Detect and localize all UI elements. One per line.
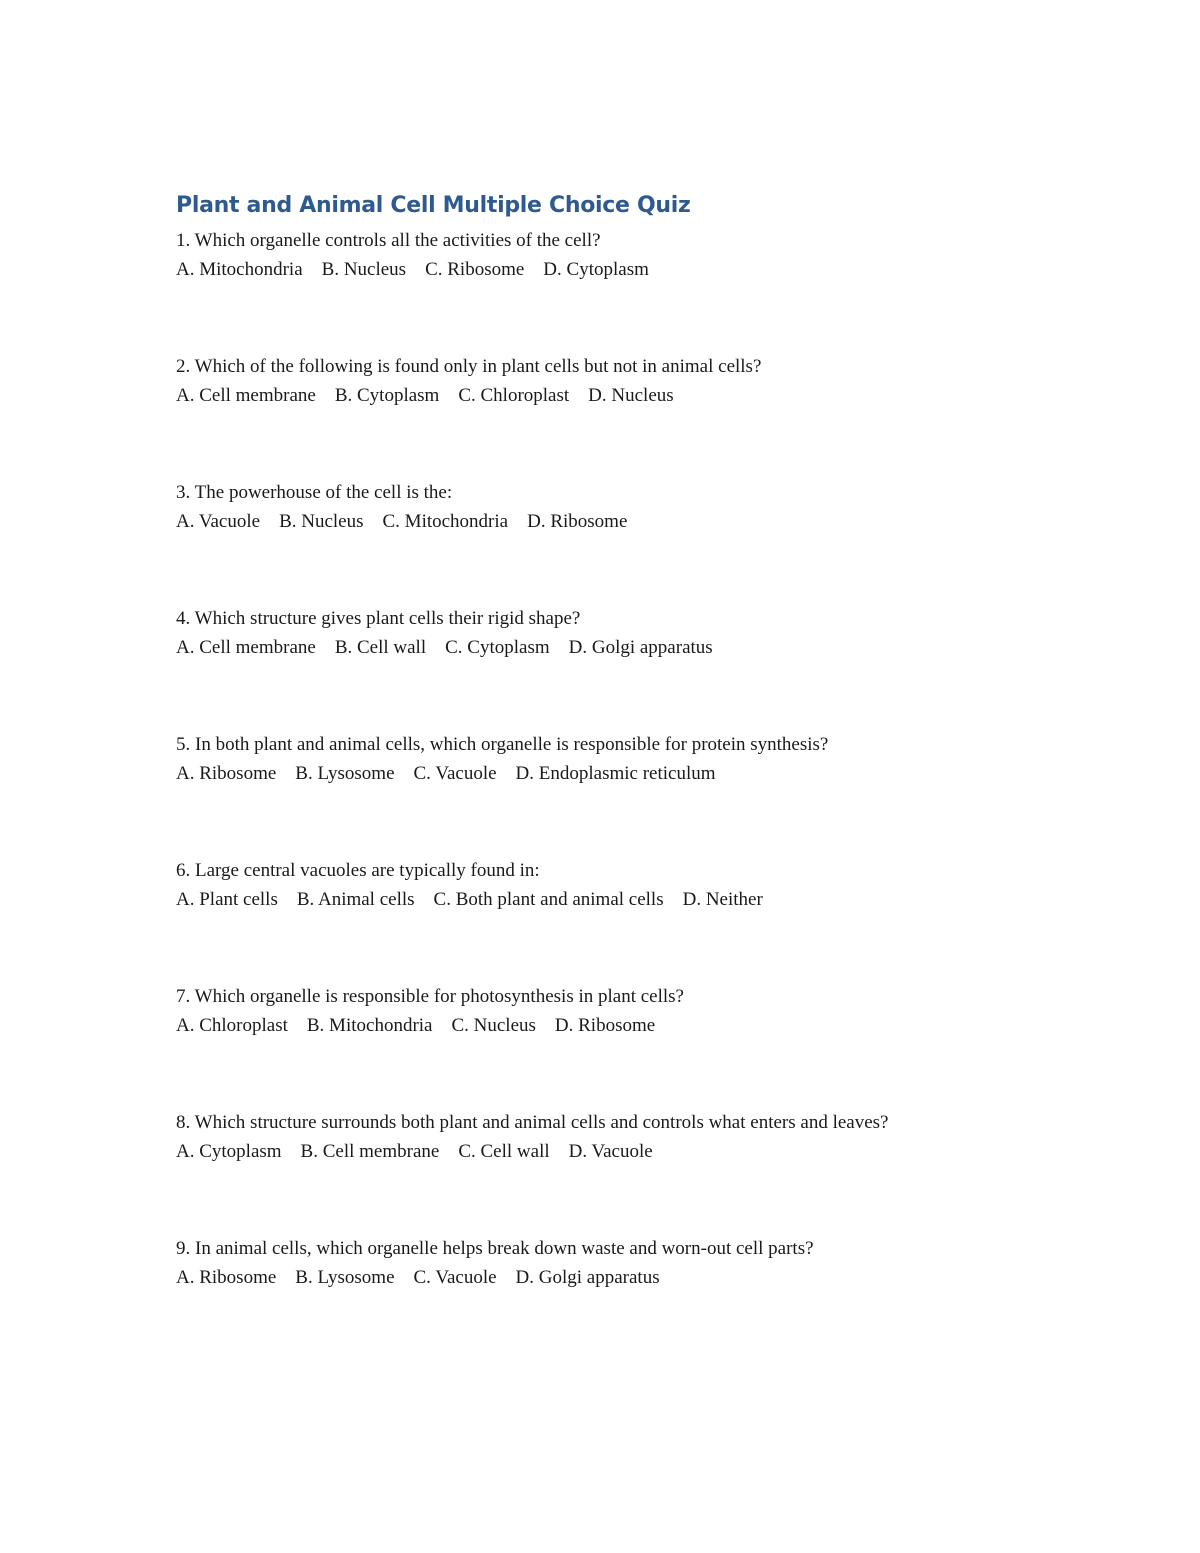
question-options: A. Ribosome B. Lysosome C. Vacuole D. Endoplasmic reticulum: [176, 763, 716, 784]
question-options: A. Mitochondria B. Nucleus C. Ribosome D. Cytoplasm: [176, 259, 649, 280]
question-text: 1. Which organelle controls all the activities of the cell?: [176, 230, 601, 251]
question-text: 2. Which of the following is found only in plant cells but not in animal cells?: [176, 356, 762, 377]
question-text: 9. In animal cells, which organelle helps break down waste and worn-out cell parts?: [176, 1238, 814, 1259]
question-2: [176, 352, 1006, 410]
question-options: A. Cell membrane B. Cell wall C. Cytoplasm D. Golgi apparatus: [176, 637, 713, 658]
question-5: [176, 730, 1006, 788]
question-options: A. Ribosome B. Lysosome C. Vacuole D. Golgi apparatus: [176, 1267, 660, 1288]
page-title: Plant and Animal Cell Multiple Choice Quiz: [176, 193, 691, 218]
question-options: A. Cytoplasm B. Cell membrane C. Cell wall D. Vacuole: [176, 1141, 653, 1162]
question-text: 6. Large central vacuoles are typically found in:: [176, 860, 540, 881]
question-options: A. Chloroplast B. Mitochondria C. Nucleus D. Ribosome: [176, 1015, 656, 1036]
question-6: [176, 856, 1006, 914]
question-options: A. Vacuole B. Nucleus C. Mitochondria D. Ribosome: [176, 511, 628, 532]
question-7: [176, 982, 1006, 1040]
question-text: 5. In both plant and animal cells, which organelle is responsible for protein synthesis?: [176, 734, 829, 755]
question-9: [176, 1234, 1006, 1292]
question-text: 8. Which structure surrounds both plant and animal cells and controls what enters and leaves?: [176, 1112, 889, 1133]
question-options: A. Plant cells B. Animal cells C. Both plant and animal cells D. Neither: [176, 889, 763, 910]
question-text: 4. Which structure gives plant cells their rigid shape?: [176, 608, 581, 629]
question-1: [176, 226, 1006, 284]
question-options: A. Cell membrane B. Cytoplasm C. Chloroplast D. Nucleus: [176, 385, 674, 406]
question-text: 3. The powerhouse of the cell is the:: [176, 482, 453, 503]
question-4: [176, 604, 1006, 662]
question-3: [176, 478, 1006, 536]
document-page: [176, 190, 1006, 1292]
question-text: 7. Which organelle is responsible for photosynthesis in plant cells?: [176, 986, 684, 1007]
question-8: [176, 1108, 1006, 1166]
